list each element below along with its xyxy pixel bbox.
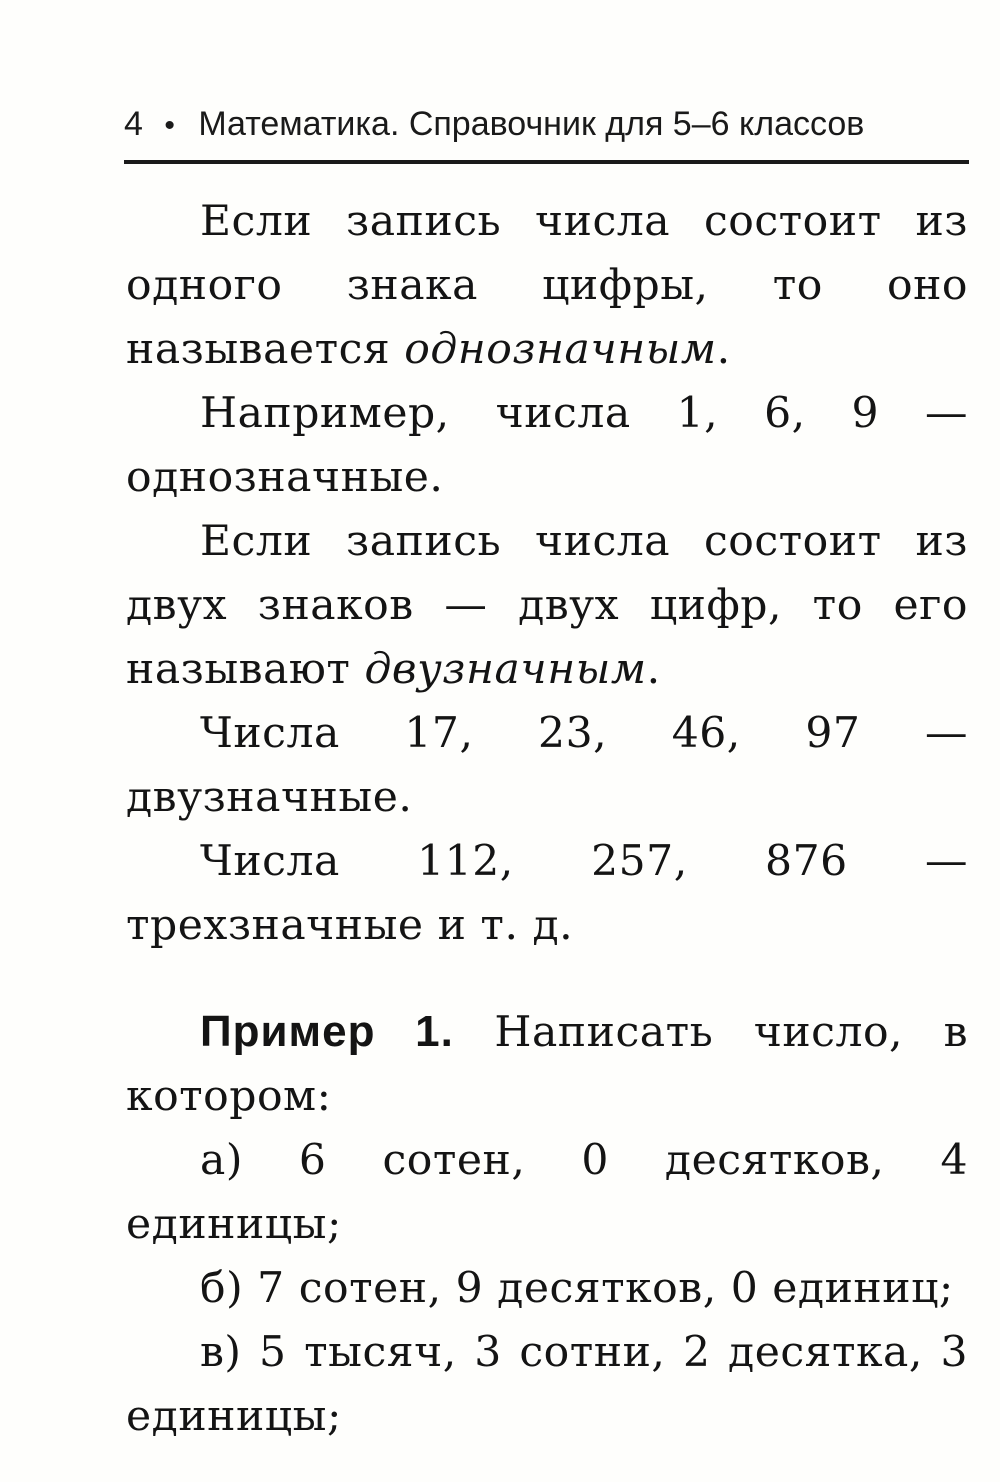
example-item-c: в) 5 тысяч, 3 сотни, 2 десятка, 3 единицы; bbox=[126, 1328, 968, 1441]
paragraph-text: Если запись числа состоит из двух знаков — двух цифр, то его называют bbox=[126, 517, 968, 694]
example-1 bbox=[126, 1000, 968, 1129]
running-header bbox=[124, 98, 969, 164]
paragraph-three-digit-example: Числа 112, 257, 876 — трехзначные и т. д. bbox=[126, 837, 968, 950]
paragraph-two-digit bbox=[126, 510, 968, 702]
page-body bbox=[126, 190, 968, 1449]
term-single-digit: однозначным bbox=[404, 325, 717, 374]
example-item-b: б) 7 сотен, 9 десятков, 0 единиц; bbox=[200, 1264, 954, 1313]
example-text: Написать число, в котором: bbox=[126, 1008, 968, 1121]
paragraph-text: Если запись числа состоит из одного знака цифры, то оно называется bbox=[126, 197, 968, 374]
paragraph-end: . bbox=[646, 645, 661, 694]
paragraph-single-digit-example: Например, числа 1, 6, 9 — однозначные. bbox=[126, 389, 968, 502]
book-title: Математика. Справочник для 5–6 классов bbox=[198, 105, 865, 143]
term-two-digit: двузначным bbox=[364, 645, 647, 694]
paragraph-single-digit bbox=[126, 190, 968, 382]
header-bullet: • bbox=[164, 109, 175, 142]
paragraph-end: . bbox=[716, 325, 731, 374]
example-label: Пример 1. bbox=[200, 1007, 454, 1056]
example-item-a: а) 6 сотен, 0 десятков, 4 единицы; bbox=[126, 1136, 968, 1249]
paragraph-two-digit-example: Числа 17, 23, 46, 97 — двузначные. bbox=[126, 709, 968, 822]
page-number: 4 bbox=[124, 105, 143, 143]
